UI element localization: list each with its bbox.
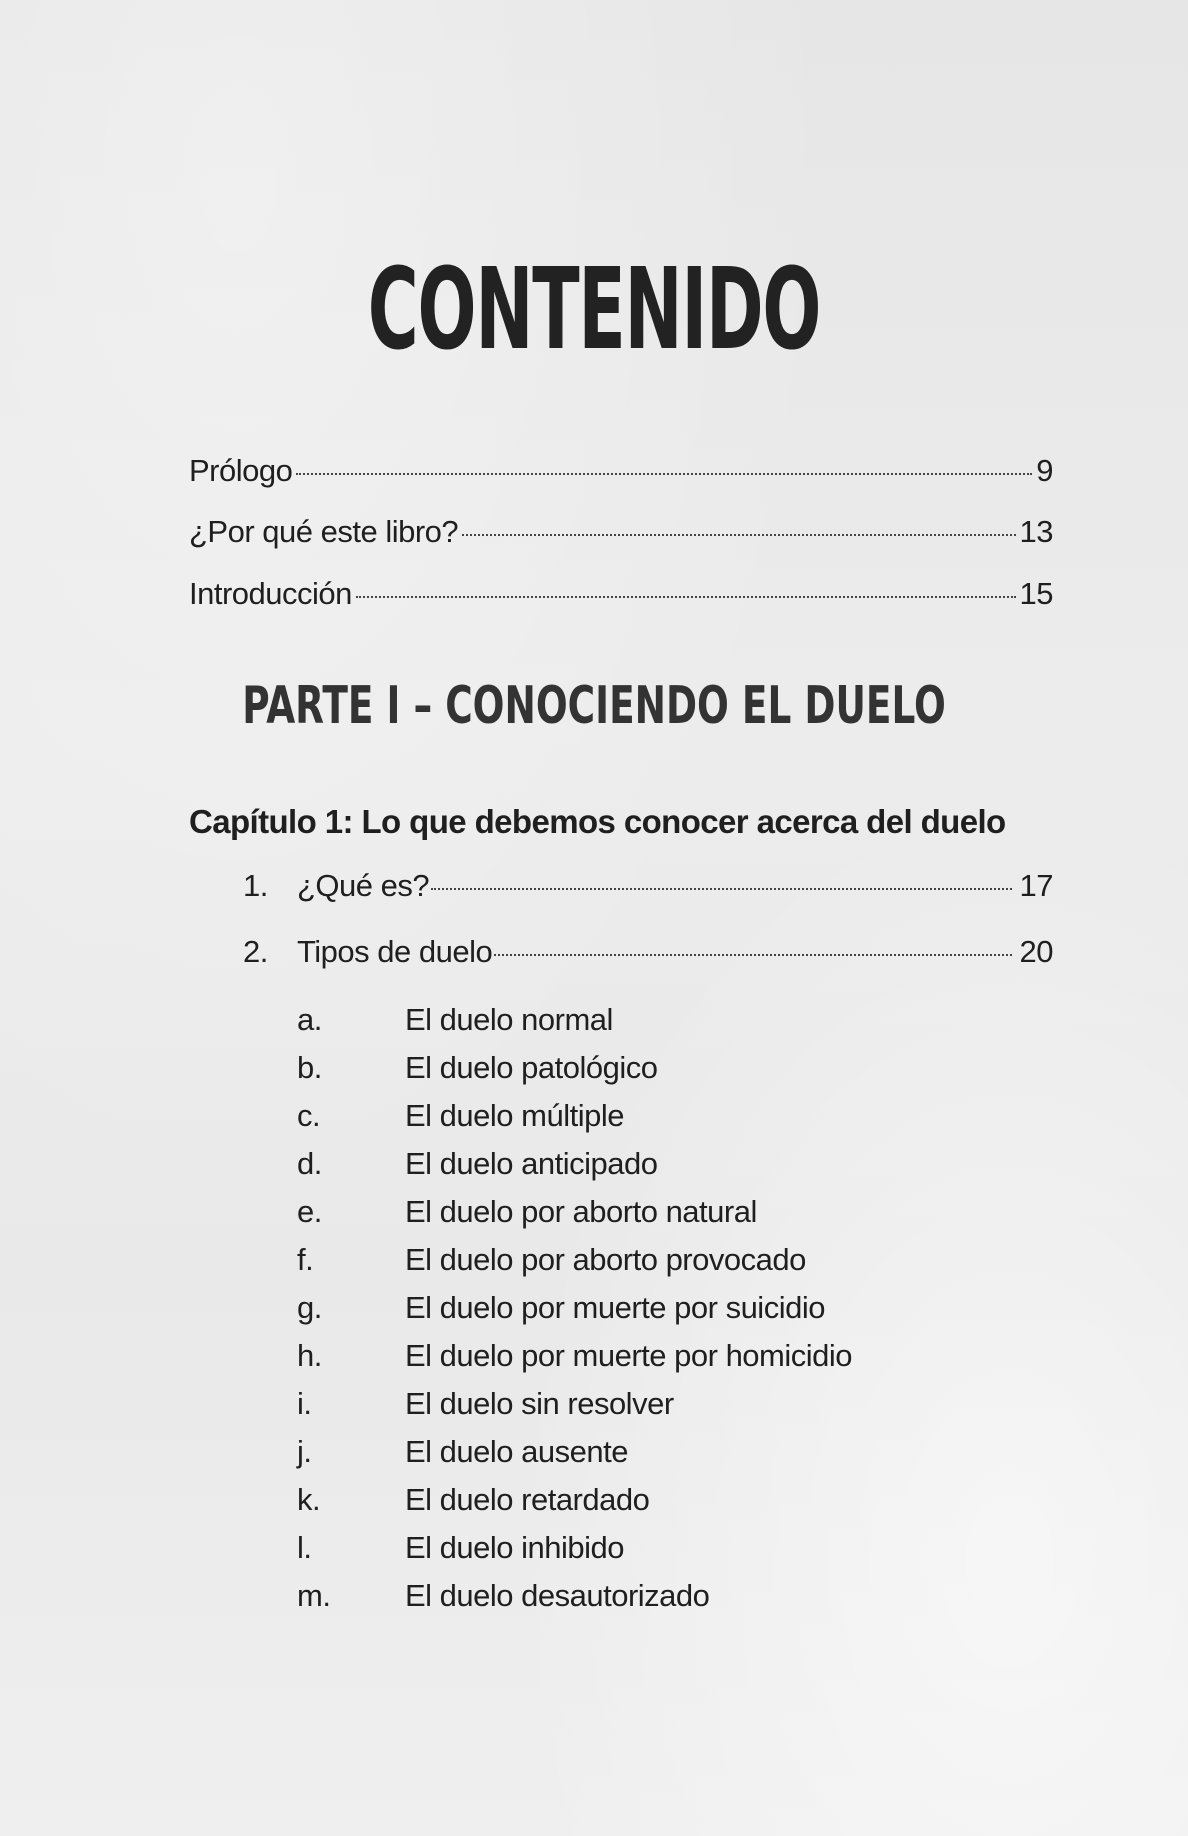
section-label: Tipos de duelo (297, 934, 493, 969)
subsection-letter: b. (297, 1050, 322, 1085)
toc-entry-page: 15 (1019, 576, 1053, 611)
list-item[interactable] (297, 1332, 852, 1380)
subsection-label: El duelo múltiple (405, 1098, 624, 1133)
subsection-label: El duelo inhibido (405, 1530, 625, 1565)
dot-leader (356, 596, 1016, 598)
list-item[interactable] (297, 1524, 852, 1572)
subsection-label: El duelo ausente (405, 1434, 628, 1469)
toc-entry-label: ¿Por qué este libro? (189, 514, 459, 549)
dot-leader (462, 534, 1015, 536)
subsection-label: El duelo normal (405, 1002, 613, 1037)
list-item[interactable] (297, 1476, 852, 1524)
dot-leader (431, 888, 1011, 890)
page-title: CONTENIDO (367, 245, 821, 375)
subsection-letter: j. (297, 1434, 312, 1469)
list-item[interactable] (297, 1380, 852, 1428)
subsection-letter: d. (297, 1146, 322, 1181)
subsection-label: El duelo patológico (405, 1050, 658, 1085)
dot-leader (296, 473, 1032, 475)
subsection-label: El duelo desautorizado (405, 1578, 710, 1613)
section-page: 20 (1019, 934, 1053, 969)
subsection-letter: m. (297, 1578, 331, 1613)
toc-entry-page: 13 (1019, 514, 1053, 549)
subsection-letter: g. (297, 1290, 322, 1325)
subsection-label: El duelo retardado (405, 1482, 650, 1517)
subsection-label: El duelo sin resolver (405, 1386, 674, 1421)
section-label: ¿Qué es? (297, 868, 430, 903)
toc-entry-label: Prólogo (189, 453, 293, 488)
list-item[interactable] (297, 1140, 852, 1188)
list-item[interactable] (297, 1188, 852, 1236)
section-number: 1. (243, 868, 268, 903)
subsection-label: El duelo anticipado (405, 1146, 658, 1181)
subsection-label: El duelo por aborto provocado (405, 1242, 806, 1277)
list-item[interactable] (297, 996, 852, 1044)
subsection-label: El duelo por aborto natural (405, 1194, 757, 1229)
subsection-letter: l. (297, 1530, 312, 1565)
subsection-letter: i. (297, 1386, 312, 1421)
toc-entry-page: 9 (1036, 453, 1053, 488)
part-heading: PARTE I – CONOCIENDO EL DUELO (242, 676, 946, 736)
subsection-letter: a. (297, 1002, 322, 1037)
dot-leader (494, 954, 1011, 956)
list-item[interactable] (297, 1572, 852, 1620)
subsection-letter: k. (297, 1482, 321, 1517)
list-item[interactable] (297, 1092, 852, 1140)
toc-entry-prologo[interactable] (189, 451, 1053, 491)
subsection-letter: f. (297, 1242, 314, 1277)
subsection-letter: e. (297, 1194, 322, 1229)
list-item[interactable] (297, 1044, 852, 1092)
section-page: 17 (1019, 868, 1053, 903)
list-item[interactable] (297, 1284, 852, 1332)
subsection-list (297, 996, 852, 1620)
subsection-label: El duelo por muerte por suicidio (405, 1290, 825, 1325)
subsection-letter: h. (297, 1338, 322, 1373)
toc-entry-por-que[interactable] (189, 512, 1053, 552)
list-item[interactable] (297, 1428, 852, 1476)
toc-entry-introduccion[interactable] (189, 574, 1053, 614)
toc-section-que-es[interactable] (243, 866, 1053, 906)
list-item[interactable] (297, 1236, 852, 1284)
chapter-heading: Capítulo 1: Lo que debemos conocer acerca del duelo (189, 803, 1006, 840)
section-number: 2. (243, 934, 268, 969)
subsection-letter: c. (297, 1098, 321, 1133)
toc-entry-label: Introducción (189, 576, 352, 611)
toc-section-tipos[interactable] (243, 932, 1053, 972)
subsection-label: El duelo por muerte por homicidio (405, 1338, 853, 1373)
